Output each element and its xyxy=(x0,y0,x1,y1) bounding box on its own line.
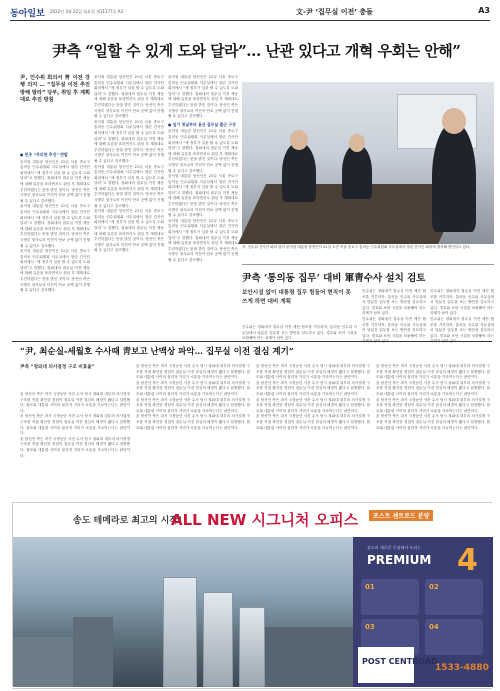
article3-text: 윤 당선인 측은 과거 국정농단 사건 수사 당시 청와대 내부의 의사결정 구조를 직접 확인한 경험이 집무실 이전 결심의 배경이 됐다고 설명했다. 참모와 대통령 사이의 물리적 거리가 소통을 가로막는다는 판단이다. xyxy=(136,397,250,413)
article3-headline: “尹, 최순실-세월호 수사때 靑보고 난맥상 파악… 집무실 이전 결심 계기” xyxy=(20,347,294,357)
article2-body-col2 xyxy=(362,289,426,340)
article1-text: 윤석열 대통령 당선인은 21일 서울 종로구 통의동 인수위원회 사무실에서 열린 간사단 회의에서 “새 정부가 일을 할 수 있도록 도와 달라”고 말했다. 청와대의 집무실 이전 제동에 대해 유감을 표하면서도 취임 후 계획대로 추진하겠다는 뜻을 밝힌 것이다. 당선인 측은 국방부 청사로의 이전이 안보 공백 없이 진행될 수 있다고 강조했다. xyxy=(94,119,164,163)
article2-body-col1: 인수위는 청와대가 집무실 이전 예산 협조를 거부하자, 통의동 인수위 사무실에서 당분간 업무를 보는 방안을 검토하고 있다. 경호와 보안 시설을 보완해야 하는 과제가 남아 있다. xyxy=(242,325,357,341)
article3-body-col4 xyxy=(376,364,490,496)
article1-body-col2 xyxy=(94,75,164,342)
ad-tower xyxy=(203,592,233,687)
article1-subhead: ● 임기 첫날부터 용산 집무실 출근 구상 xyxy=(168,121,236,127)
ad-logo-text: POST CENTROAD xyxy=(362,657,438,666)
divider xyxy=(12,341,492,342)
feature-box xyxy=(361,579,419,615)
ad-place-badge: 포스트 센트로드 분양 xyxy=(369,510,433,521)
article2-headline: 尹측 ‘통의동 집무’ 대비 軍靑수사 설치 검토 xyxy=(242,273,426,284)
page-footer-rule xyxy=(12,688,492,689)
article3-text: 윤 당선인 측은 과거 국정농단 사건 수사 당시 청와대 내부의 의사결정 구조를 직접 확인한 경험이 집무실 이전 결심의 배경이 됐다고 설명했다. 참모와 대통령 사이의 물리적 거리가 소통을 가로막는다는 판단이다. xyxy=(376,397,490,413)
article1-text: 윤석열 대통령 당선인은 21일 서울 종로구 통의동 인수위원회 사무실에서 열린 간사단 회의에서 “새 정부가 일을 할 수 있도록 도와 달라”고 말했다. 청와대의 집무실 이전 제동에 대해 유감을 표하면서도 취임 후 계획대로 추진하겠다는 뜻을 밝힌 것이다. 당선인 측은 국방부 청사로의 이전이 안보 공백 없이 진행될 수 있다고 강조했다. xyxy=(94,209,164,253)
article1-text: 윤석열 대통령 당선인은 21일 서울 종로구 통의동 인수위원회 사무실에서 열린 간사단 회의에서 “새 정부가 일을 할 수 있도록 도와 달라”고 말했다. 청와대의 집무실 이전 제동에 대해 유감을 표하면서도 취임 후 계획대로 추진하겠다는 뜻을 밝힌 것이다. 당선인 측은 국방부 청사로의 이전이 안보 공백 없이 진행될 수 있다고 강조했다. xyxy=(168,129,238,173)
feature-box xyxy=(425,619,483,655)
article1-lead: 尹, 인수위 회의서 靑 이전 강행 의지 … “집무실 이전 추진 방해 말라” 당부, 취임 후 계획대로 추진 방침 xyxy=(20,75,90,104)
ad-tower xyxy=(239,607,265,687)
meeting-photo xyxy=(242,82,494,244)
article3-text: 윤 당선인 측은 과거 국정농단 사건 수사 당시 청와대 내부의 의사결정 구조를 직접 확인한 경험이 집무실 이전 결심의 배경이 됐다고 설명했다. 참모와 대통령 사이의 물리적 거리가 소통을 가로막는다는 판단이다. xyxy=(136,414,250,430)
ad-header xyxy=(13,503,493,537)
article3-text: 윤 당선인 측은 과거 국정농단 사건 수사 당시 청와대 내부의 의사결정 구조를 직접 확인한 경험이 집무실 이전 결심의 배경이 됐다고 설명했다. 참모와 대통령 사이의 물리적 거리가 소통을 가로막는다는 판단이다. xyxy=(376,414,490,430)
feature-number: 02 xyxy=(429,583,439,591)
main-headline: 尹측 “일할 수 있게 도와 달라”… 난관 있다고 개혁 우회는 안해” xyxy=(52,42,461,60)
ad-brand: 송도 테메라로 최고의 시작! xyxy=(73,516,183,526)
article3-text: 윤 당선인 측은 과거 국정농단 사건 수사 당시 청와대 내부의 의사결정 구조를 직접 확인한 경험이 집무실 이전 결심의 배경이 됐다고 설명했다. 참모와 대통령 사이의 물리적 거리가 소통을 가로막는다는 판단이다. xyxy=(256,414,370,430)
article3-text: 윤 당선인 측은 과거 국정농단 사건 수사 당시 청와대 내부의 의사결정 구조를 직접 확인한 경험이 집무실 이전 결심의 배경이 됐다고 설명했다. 참모와 대통령 사이의 물리적 거리가 소통을 가로막는다는 판단이다. xyxy=(20,392,130,413)
photo-person xyxy=(282,142,316,202)
article3-text: 윤 당선인 측은 과거 국정농단 사건 수사 당시 청와대 내부의 의사결정 구조를 직접 확인한 경험이 집무실 이전 결심의 배경이 됐다고 설명했다. 참모와 대통령 사이의 물리적 거리가 소통을 가로막는다는 판단이다. xyxy=(20,414,130,436)
photo-person xyxy=(432,122,476,232)
premium-count: 4 xyxy=(457,543,478,578)
article3-body-col3 xyxy=(256,364,370,496)
feature-number: 04 xyxy=(429,623,439,631)
article3-text: 윤 당선인 측은 과거 국정농단 사건 수사 당시 청와대 내부의 의사결정 구조를 직접 확인한 경험이 집무실 이전 결심의 배경이 됐다고 설명했다. 참모와 대통령 사이의 물리적 거리가 소통을 가로막는다는 판단이다. xyxy=(256,397,370,413)
article2-subhead: 보안시설 없이 대통령 집무 힘들어 현직이 못 쓰게 하면 대비 계획 xyxy=(242,290,351,305)
feature-number: 01 xyxy=(365,583,375,591)
article1-text: 윤석열 대통령 당선인은 21일 서울 종로구 통의동 인수위원회 사무실에서 열린 간사단 회의에서 “새 정부가 일을 할 수 있도록 도와 달라”고 말했다. 청와대의 집무실 이전 제동에 대해 유감을 표하면서도 취임 후 계획대로 추진하겠다는 뜻을 밝힌 것이다. 당선인 측은 국방부 청사로의 이전이 안보 공백 없이 진행될 수 있다고 강조했다. xyxy=(20,249,90,293)
premium-label: 송도의 새로운 중심에서 누리는 xyxy=(367,545,422,550)
article1-subhead: ● 민주 “무리한 추진” 반발 xyxy=(20,152,68,157)
article1-text: 윤석열 대통령 당선인은 21일 서울 종로구 통의동 인수위원회 사무실에서 열린 간사단 회의에서 “새 정부가 일을 할 수 있도록 도와 달라”고 말했다. 청와대의 집무실 이전 제동에 대해 유감을 표하면서도 취임 후 계획대로 추진하겠다는 뜻을 밝힌 것이다. 당선인 측은 국방부 청사로의 이전이 안보 공백 없이 진행될 수 있다고 강조했다. xyxy=(168,218,238,262)
article3-body-col2 xyxy=(136,364,250,496)
issue-info: 2022년 3월 22일 화요일 제31177호 A3 xyxy=(50,9,124,14)
article1-text: 윤석열 대통령 당선인은 21일 서울 종로구 통의동 인수위원회 사무실에서 열린 간사단 회의에서 “새 정부가 일을 할 수 있도록 도와 달라”고 말했다. 청와대의 집무실 이전 제동에 대해 유감을 표하면서도 취임 후 계획대로 추진하겠다는 뜻을 밝힌 것이다. 당선인 측은 국방부 청사로의 이전이 안보 공백 없이 진행될 수 있다고 강조했다. xyxy=(94,164,164,208)
article3-text: 윤 당선인 측은 과거 국정농단 사건 수사 당시 청와대 내부의 의사결정 구조를 직접 확인한 경험이 집무실 이전 결심의 배경이 됐다고 설명했다. 참모와 대통령 사이의 물리적 거리가 소통을 가로막는다는 판단이다. xyxy=(136,364,250,380)
real-estate-ad[interactable] xyxy=(12,502,492,686)
article3-text: 윤 당선인 측은 과거 국정농단 사건 수사 당시 청와대 내부의 의사결정 구조를 직접 확인한 경험이 집무실 이전 결심의 배경이 됐다고 설명했다. 참모와 대통령 사이의 물리적 거리가 소통을 가로막는다는 판단이다. xyxy=(256,364,370,380)
page-number: A3 xyxy=(478,6,490,15)
photo-face xyxy=(442,108,466,134)
article1-text: 윤석열 대통령 당선인은 21일 서울 종로구 통의동 인수위원회 사무실에서 열린 간사단 회의에서 “새 정부가 일을 할 수 있도록 도와 달라”고 말했다. 청와대의 집무실 이전 제동에 대해 유감을 표하면서도 취임 후 계획대로 추진하겠다는 뜻을 밝힌 것이다. 당선인 측은 국방부 청사로의 이전이 안보 공백 없이 진행될 수 있다고 강조했다. xyxy=(20,204,90,248)
article1-text: 윤석열 대통령 당선인은 21일 서울 종로구 통의동 인수위원회 사무실에서 열린 간사단 회의에서 “새 정부가 일을 할 수 있도록 도와 달라”고 말했다. 청와대의 집무실 이전 제동에 대해 유감을 표하면서도 취임 후 계획대로 추진하겠다는 뜻을 밝힌 것이다. 당선인 측은 국방부 청사로의 이전이 안보 공백 없이 진행될 수 있다고 강조했다. xyxy=(94,75,164,119)
masthead xyxy=(10,5,490,21)
ad-tower xyxy=(163,577,197,687)
article1-text: 윤석열 대통령 당선인은 21일 서울 종로구 통의동 인수위원회 사무실에서 열린 간사단 회의에서 “새 정부가 일을 할 수 있도록 도와 달라”고 말했다. 청와대의 집무실 이전 제동에 대해 유감을 표하면서도 취임 후 계획대로 추진하겠다는 뜻을 밝힌 것이다. 당선인 측은 국방부 청사로의 이전이 안보 공백 없이 진행될 수 있다고 강조했다. xyxy=(168,75,238,119)
ad-logo xyxy=(358,647,438,683)
premium-title: PREMIUM xyxy=(367,553,432,567)
photo-person xyxy=(342,144,372,199)
divider xyxy=(242,264,494,265)
article3-text: 윤 당선인 측은 과거 국정농단 사건 수사 당시 청와대 내부의 의사결정 구조를 직접 확인한 경험이 집무실 이전 결심의 배경이 됐다고 설명했다. 참모와 대통령 사이의 물리적 거리가 소통을 가로막는다는 판단이다. xyxy=(376,364,490,380)
feature-number: 03 xyxy=(365,623,375,631)
article3-body-col1 xyxy=(20,392,130,496)
article3-text: 윤 당선인 측은 과거 국정농단 사건 수사 당시 청와대 내부의 의사결정 구조를 직접 확인한 경험이 집무실 이전 결심의 배경이 됐다고 설명했다. 참모와 대통령 사이의 물리적 거리가 소통을 가로막는다는 판단이다. xyxy=(376,380,490,396)
photo-caption: 尹, 인수위 간사단 회의 참석 윤석열 대통령 당선인이 21일 오전 서울 종로구 통의동 인수위원회 사무실에서 열린 간사단 회의에 참석해 발언하고 있다. xyxy=(242,245,471,249)
article3-text: 윤 당선인 측은 과거 국정농단 사건 수사 당시 청와대 내부의 의사결정 구조를 직접 확인한 경험이 집무실 이전 결심의 배경이 됐다고 설명했다. 참모와 대통령 사이의 물리적 거리가 소통을 가로막는다는 판단이다. xyxy=(256,380,370,396)
ad-building xyxy=(13,637,73,687)
article1-text: 윤석열 대통령 당선인은 21일 서울 종로구 통의동 인수위원회 사무실에서 열린 간사단 회의에서 “새 정부가 일을 할 수 있도록 도와 달라”고 말했다. 청와대의 집무실 이전 제동에 대해 유감을 표하면서도 취임 후 계획대로 추진하겠다는 뜻을 밝힌 것이다. 당선인 측은 국방부 청사로의 이전이 안보 공백 없이 진행될 수 있다고 강조했다. xyxy=(20,159,90,203)
article3-text: 윤 당선인 측은 과거 국정농단 사건 수사 당시 청와대 내부의 의사결정 구조를 직접 확인한 경험이 집무실 이전 결심의 배경이 됐다고 설명했다. 참모와 대통령 사이의 물리적 거리가 소통을 가로막는다는 판단이다. xyxy=(20,436,130,458)
ad-city-photo xyxy=(13,537,353,687)
article3-subhead: 尹측 “청와대 의사결정 구조 비효율” xyxy=(20,365,95,370)
article2-text: 인수위는 청와대가 집무실 이전 예산 협조를 거부하자, 통의동 인수위 사무실에서 당분간 업무를 보는 방안을 검토하고 있다. 경호와 보안 시설을 보완해야 하는 xyxy=(362,316,426,338)
article1-text: 윤석열 대통령 당선인은 21일 서울 종로구 통의동 인수위원회 사무실에서 열린 간사단 회의에서 “새 정부가 일을 할 수 있도록 도와 달라”고 말했다. 청와대의 집무실 이전 제동에 대해 유감을 표하면서도 취임 후 계획대로 추진하겠다는 뜻을 밝힌 것이다. 당선인 측은 국방부 청사로의 이전이 안보 공백 없이 진행될 수 있다고 강조했다. xyxy=(168,174,238,218)
article2-text: 인수위는 청와대가 집무실 이전 예산 협조를 거부하자, 통의동 인수위 사무실에서 당분간 업무를 보는 방안을 검토하고 있다. 경호와 보안 시설을 보완해야 하는 과제가 남아 있다. xyxy=(430,289,494,316)
article2-text: 인수위는 청와대가 집무실 이전 예산 협조를 거부하자, 통의동 인수위 사무실에서 당분간 업무를 보는 방안을 검토하고 있다. 경호와 보안 시설을 보완해야 하는 과제가 남아 있다. xyxy=(362,289,426,316)
feature-box xyxy=(425,579,483,615)
newspaper-logo: 동아일보 xyxy=(10,9,45,19)
article3-text: 윤 당선인 측은 과거 국정농단 사건 수사 당시 청와대 내부의 의사결정 구조를 직접 확인한 경험이 집무실 이전 결심의 배경이 됐다고 설명했다. 참모와 대통령 사이의 물리적 거리가 소통을 가로막는다는 판단이다. xyxy=(136,380,250,396)
section-title: 文-尹 ‘집무실 이전’ 충돌 xyxy=(296,8,373,16)
ad-building xyxy=(73,617,113,687)
ad-building xyxy=(263,627,353,687)
article1-body-col3 xyxy=(168,75,238,342)
ad-title: ALL NEW 시그니처 오피스 xyxy=(171,511,359,529)
photo-face xyxy=(290,130,308,150)
article1-body-col1 xyxy=(20,150,90,342)
article2-text: 인수위는 청와대가 집무실 이전 예산 협조를 거부하자, 통의동 인수위 사무실에서 당분간 업무를 보는 방안을 검토하고 있다. 경호와 보안 시설을 보완해야 하는 xyxy=(430,316,494,338)
photo-face xyxy=(349,134,365,152)
ad-phone-number[interactable]: 1533-4880 xyxy=(435,663,489,673)
article2-body-col3 xyxy=(430,289,494,340)
